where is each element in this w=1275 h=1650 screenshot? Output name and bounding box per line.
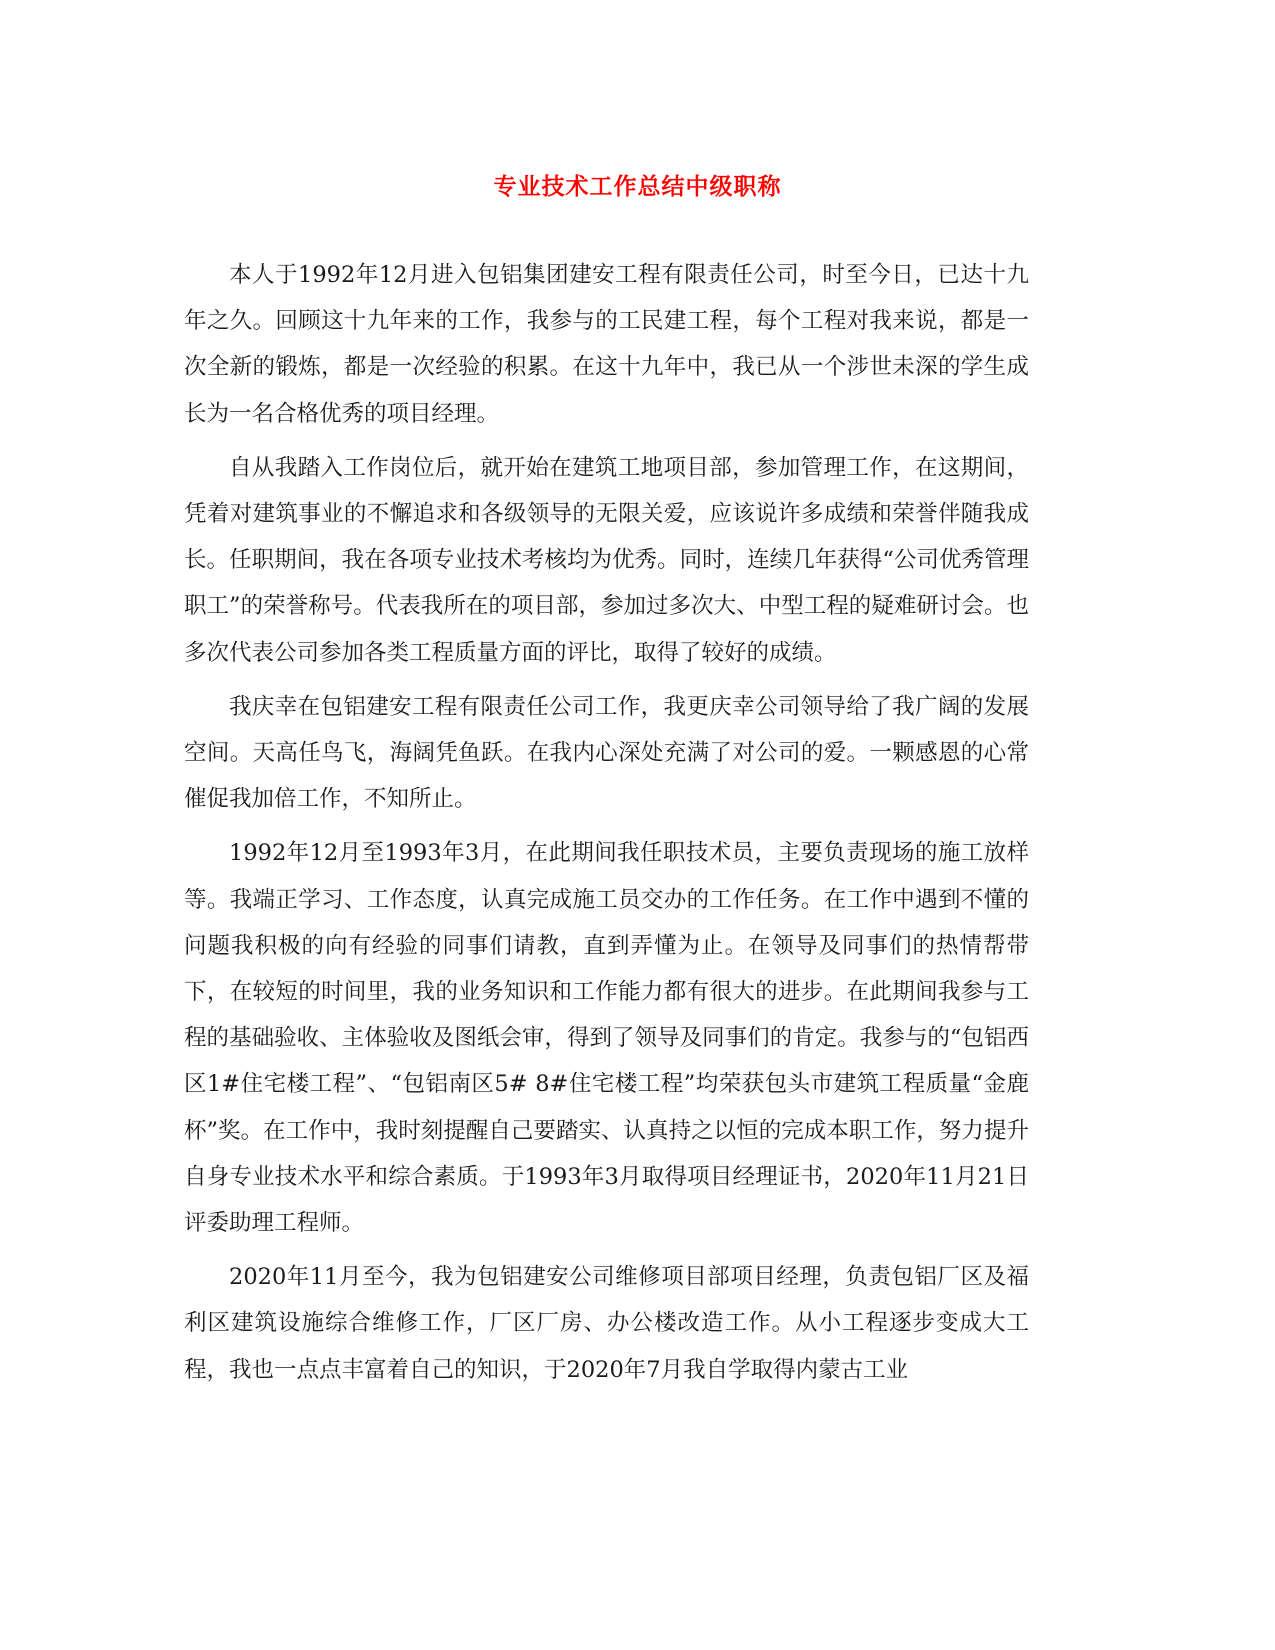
- paragraph: 1992年12月至1993年3月，在此期间我任职技术员，主要负责现场的施工放样等。我端正学习、工作态度，认真完成施工员交办的工作任务。在工作中遇到不懂的问题我积极的向有经验的同事们请教，直到弄懂为止。在领导及同事们的热情帮带下，在较短的时间里，我的业务知识和工作能力都有很大的进步。在此期间我参与工程的基础验收、主体验收及图纸会审，得到了领导及同事们的肯定。我参与的“包铝西区1#住宅楼工程”、“包铝南区5# 8#住宅楼工程”均荣获包头市建筑工程质量“金鹿杯”奖。在工作中，我时刻提醒自己要踏实、认真持之以恒的完成本职工作，努力提升自身专业技术水平和综合素质。于1993年3月取得项目经理证书，2020年11月21日评委助理工程师。: [184, 840, 1029, 1237]
- document-body: [184, 252, 1029, 1401]
- document-title: 专业技术工作总结中级职称: [493, 173, 782, 200]
- paragraph: 2020年11月至今，我为包铝建安公司维修项目部项目经理，负责包铝厂区及福利区建筑设施综合维修工作，厂区厂房、办公楼改造工作。从小工程逐步变成大工程，我也一点点丰富着自己的知识，于2020年7月我自学取得内蒙古工业: [184, 1264, 1029, 1383]
- paragraph: 我庆幸在包铝建安工程有限责任公司工作，我更庆幸公司领导给了我广阔的发展空间。天高任鸟飞，海阔凭鱼跃。在我内心深处充满了对公司的爱。一颗感恩的心常催促我加倍工作，不知所止。: [184, 693, 1029, 813]
- paragraph: 本人于1992年12月进入包铝集团建安工程有限责任公司，时至今日，已达十九年之久。回顾这十九年来的工作，我参与的工民建工程，每个工程对我来说，都是一次全新的锻炼，都是一次经验的积累。在这十九年中，我已从一个涉世未深的学生成长为一名合格优秀的项目经理。: [184, 262, 1029, 427]
- paragraph: 自从我踏入工作岗位后，就开始在建筑工地项目部，参加管理工作，在这期间，凭着对建筑事业的不懈追求和各级领导的无限关爱，应该说许多成绩和荣誉伴随我成长。任职期间，我在各项专业技术考核均为优秀。同时，连续几年获得“公司优秀管理职工”的荣誉称号。代表我所在的项目部，参加过多次大、中型工程的疑难研讨会。也多次代表公司参加各类工程质量方面的评比，取得了较好的成绩。: [184, 454, 1029, 666]
